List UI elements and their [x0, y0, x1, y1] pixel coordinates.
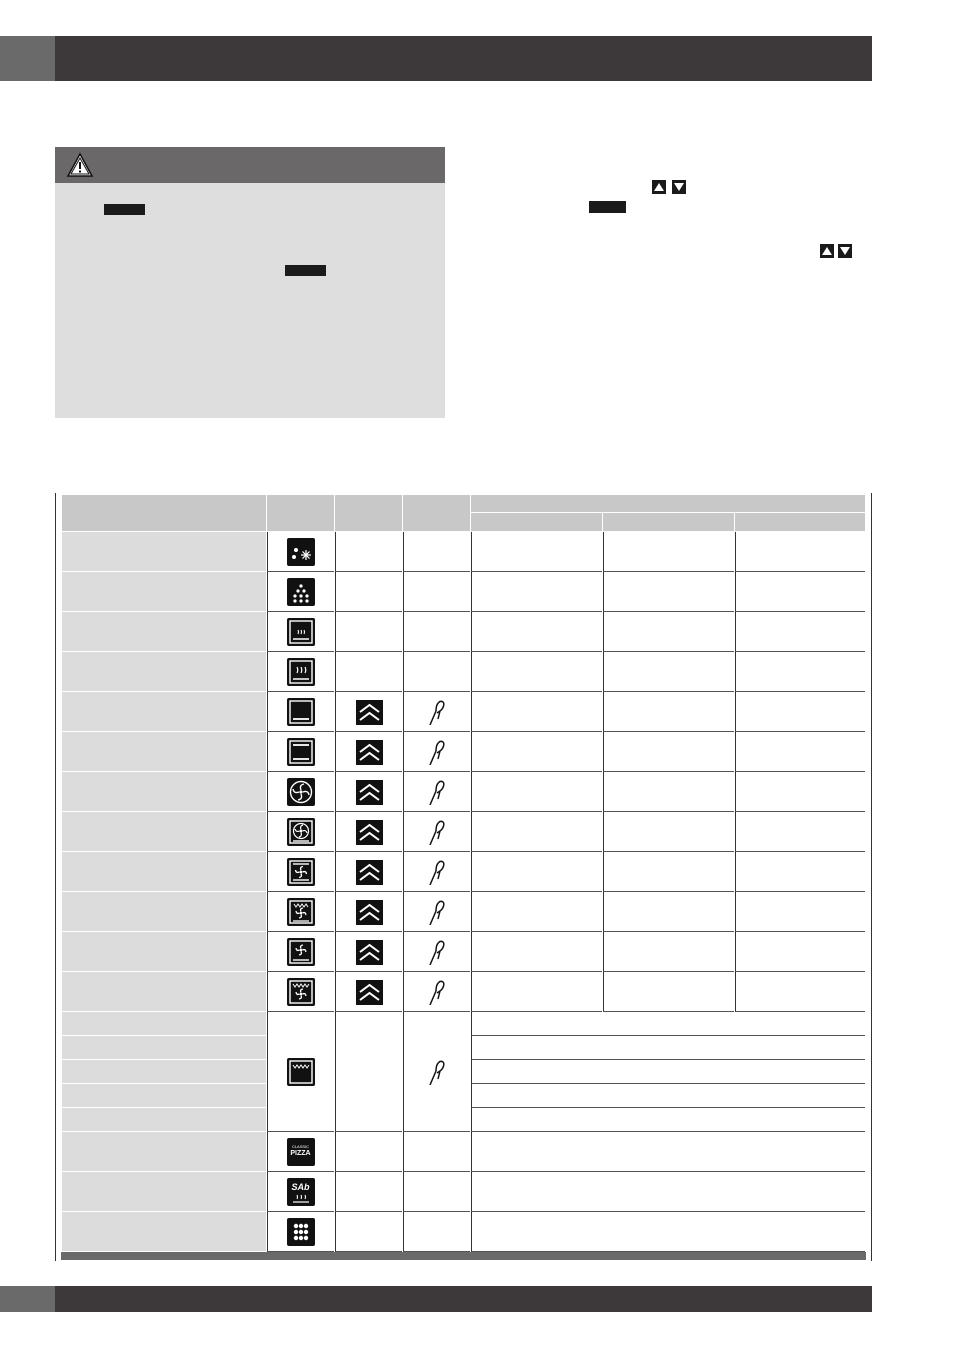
warming-drawer-high-icon — [287, 658, 315, 686]
footer-tab — [0, 1286, 55, 1312]
table-cell — [471, 732, 602, 772]
header-bar — [55, 36, 872, 81]
table-row-label — [62, 1036, 266, 1059]
table-cell — [603, 812, 734, 852]
table-cell — [335, 1132, 402, 1172]
temperature-nav-icon — [356, 740, 383, 765]
table-cell — [471, 652, 602, 692]
table-bottom-bar — [61, 1252, 866, 1260]
table-cell — [603, 732, 734, 772]
down-arrow-icon — [838, 244, 852, 258]
pizza-icon-label: PIZZA — [290, 1150, 311, 1157]
table-cell — [735, 972, 865, 1012]
table-cell — [403, 1132, 470, 1172]
warning-header — [55, 147, 445, 183]
table-row-label — [62, 852, 266, 891]
meat-probe-icon — [426, 817, 448, 847]
warming-drawer-low-icon — [287, 618, 315, 646]
table-cell — [603, 692, 734, 732]
table-cell — [403, 612, 470, 652]
heat-waves-icon — [287, 1178, 315, 1206]
table-cell — [471, 812, 602, 852]
table-row-label — [62, 892, 266, 931]
table-cell — [735, 532, 865, 572]
table-row-label — [62, 692, 266, 731]
table-cell — [471, 1084, 865, 1108]
table-cell — [403, 572, 470, 612]
table-cell — [335, 572, 402, 612]
table-row-label — [62, 1060, 266, 1083]
table-header-nav — [335, 495, 402, 531]
table-cell — [735, 852, 865, 892]
table-cell — [603, 932, 734, 972]
top-bottom-heat-icon — [287, 738, 315, 766]
table-cell — [471, 1012, 865, 1036]
table-cell — [735, 772, 865, 812]
key-badge — [104, 204, 145, 215]
dots-grid-icon — [287, 1218, 315, 1246]
table-cell — [471, 1060, 865, 1084]
table-row-label — [62, 652, 266, 691]
table-cell — [735, 812, 865, 852]
table-row-label — [62, 532, 266, 571]
table-cell — [335, 1212, 402, 1252]
meat-probe-icon — [426, 897, 448, 927]
table-cell — [471, 1212, 865, 1252]
table-cell — [603, 772, 734, 812]
table-header-probe — [403, 495, 470, 531]
table-cell — [603, 852, 734, 892]
function-table — [55, 493, 872, 1261]
warning-triangle-icon — [66, 152, 94, 178]
table-cell — [403, 652, 470, 692]
table-cell — [471, 772, 602, 812]
table-row-label — [62, 1108, 266, 1131]
table-header-sub-2 — [603, 513, 734, 531]
table-cell — [735, 612, 865, 652]
table-row-label — [62, 1212, 266, 1251]
fan-grill-icon — [287, 978, 315, 1006]
down-arrow-icon — [672, 180, 686, 194]
table-cell — [471, 852, 602, 892]
table-cell — [471, 572, 602, 612]
temperature-nav-icon — [356, 820, 383, 845]
temperature-nav-icon — [356, 780, 383, 805]
table-header-function — [62, 495, 266, 531]
table-cell — [471, 1172, 865, 1212]
table-row-label — [62, 932, 266, 971]
table-cell — [735, 732, 865, 772]
table-cell — [471, 932, 602, 972]
table-cell — [471, 612, 602, 652]
meat-probe-icon — [426, 857, 448, 887]
table-cell — [403, 1212, 470, 1252]
table-cell — [335, 532, 402, 572]
meat-probe-icon — [426, 937, 448, 967]
table-cell — [603, 572, 734, 612]
table-cell — [603, 652, 734, 692]
up-arrow-icon — [820, 244, 834, 258]
table-cell — [471, 532, 602, 572]
table-row-label — [62, 612, 266, 651]
table-row-label — [62, 772, 266, 811]
table-cell — [335, 652, 402, 692]
temperature-nav-icon — [356, 980, 383, 1005]
grill-icon — [287, 1058, 315, 1086]
table-cell — [603, 892, 734, 932]
up-arrow-icon — [652, 180, 666, 194]
meat-probe-icon — [426, 697, 448, 727]
header-tab — [0, 36, 55, 81]
table-right-border — [871, 493, 872, 1261]
footer-bar — [55, 1286, 872, 1312]
meat-probe-icon — [426, 737, 448, 767]
table-cell — [471, 1036, 865, 1060]
temperature-nav-icon — [356, 940, 383, 965]
table-row-label — [62, 1012, 266, 1035]
bottom-heat-icon — [287, 698, 315, 726]
fan-bottom-icon — [287, 938, 315, 966]
steam-icon — [287, 578, 315, 606]
defrost-icon — [287, 538, 315, 566]
fan-grill-bottom-icon — [287, 898, 315, 926]
table-row-label — [62, 812, 266, 851]
table-cell — [603, 532, 734, 572]
table-cell — [603, 612, 734, 652]
table-cell — [735, 892, 865, 932]
table-row-label — [62, 572, 266, 611]
sabbath-icon — [287, 1178, 315, 1206]
temperature-nav-icon — [356, 700, 383, 725]
table-left-border — [55, 493, 56, 1261]
table-header-group — [471, 495, 865, 512]
table-row-label — [62, 1172, 266, 1211]
fan-heat-bottom-icon — [287, 818, 315, 846]
table-cell — [735, 572, 865, 612]
table-cell — [735, 692, 865, 732]
key-badge — [285, 265, 326, 276]
meat-probe-icon — [426, 777, 448, 807]
table-cell — [335, 1012, 402, 1132]
table-cell — [335, 1172, 402, 1212]
meat-probe-icon — [426, 977, 448, 1007]
table-cell — [335, 612, 402, 652]
table-header-sub-1 — [471, 513, 602, 531]
table-header-icon — [267, 495, 334, 531]
warning-box — [55, 147, 445, 418]
table-cell — [471, 892, 602, 932]
key-badge — [589, 201, 626, 213]
table-cell — [403, 532, 470, 572]
sabbath-icon-label: SAb — [291, 1182, 310, 1192]
table-row-label — [62, 972, 266, 1011]
table-cell — [471, 1108, 865, 1132]
meat-probe-icon — [426, 1057, 448, 1087]
fan-top-bottom-icon — [287, 858, 315, 886]
table-row-label — [62, 1132, 266, 1171]
table-cell — [735, 652, 865, 692]
table-cell — [471, 692, 602, 732]
temperature-nav-icon — [356, 860, 383, 885]
table-cell — [403, 1172, 470, 1212]
table-cell — [735, 932, 865, 972]
table-row-label — [62, 1084, 266, 1107]
temperature-nav-icon — [356, 900, 383, 925]
pizza-icon-label: CLASSIC — [291, 1144, 310, 1149]
table-header-sub-3 — [735, 513, 865, 531]
table-row-label — [62, 732, 266, 771]
table-cell — [471, 972, 602, 1012]
fan-heat-icon — [287, 778, 315, 806]
table-cell — [603, 972, 734, 1012]
table-cell — [471, 1132, 865, 1172]
classic-pizza-icon — [287, 1138, 315, 1166]
